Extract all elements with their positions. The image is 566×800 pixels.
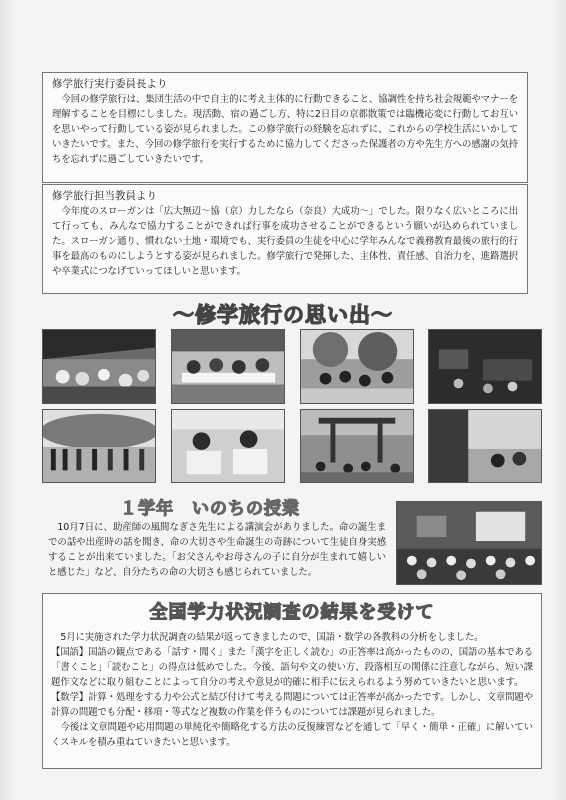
photo-train-interior — [42, 329, 156, 404]
survey-box — [42, 593, 542, 769]
photo-dark-hall — [428, 329, 542, 404]
survey-future: 今後は文章問題や応用問題の単純化や簡略化する方法の反復練習などを通して「早く・簡単・正確」に解いていくスキルを積み重ねていきたいと思います。 — [51, 722, 533, 748]
teacher-message-box — [42, 184, 528, 294]
survey-math: 【数学】計算・処理をする力や公式と結び付けて考える問題については正答率が高かったです。しかし、文章問題や計算の問題でも分配・移項・等式など複数の作業を伴うものについては課題が見られました。 — [51, 692, 533, 718]
photo-lecture-hall — [396, 501, 542, 585]
photo-temple-group — [300, 329, 414, 404]
survey-intro: 5月に実施された学力状況調査の結果が返ってきましたので、国語・数学の各教科の分析をしました。 — [60, 632, 484, 643]
photo-dining-hall — [171, 329, 285, 404]
survey-japanese: 【国語】国語の観点である「話す・聞く」また「漢字を正しく読む」の正答率は高かったものの、国語の基本である「書くこと」「読むこと」の得点は低めでした。今後、語句や文の使い方、段落相互の関係に注意しながら、短い課題作文などに取り組むことによって自分の考えや意見が的確に相手に伝えられるよう努めていきたいと思います。 — [51, 647, 533, 688]
memories-title: ～修学旅行の思い出～ — [173, 303, 393, 327]
committee-body: 今回の修学旅行は、集団生活の中で自主的に考え主体的に行動できること、協調性を持ち社会規範やマナーを理解することを目標にしました。現活動、宿の過ごし方、特に2日目の京都散策では臨機応変に行動してお互いを思いやって行動している姿が見られました。この修学旅行の経験を忘れずに、これからの学校生活にいかしていきたいです。また、今回の修学旅行を実行するために協力してくださった保護者の方や先生方への感謝の気持ちを忘れずに過ごしていきたいです。 — [52, 94, 518, 165]
photo-restaurant — [171, 409, 285, 483]
lesson-title: １学年 いのちの授業 — [120, 499, 300, 519]
photo-outdoor-group — [42, 409, 156, 483]
teacher-body: 今年度のスローガンは「広大無辺～協（京）力したなら（奈良）大成功～」でした。限りなく広いところに出て行っても、みんなで協力することができれば行事を成功させることができるという願いが込められていました。スローガン通り、慣れない土地・環境でも、実行委員の生徒を中心に学年みんなで義務教育最後の旅行的行事を最高のものにしようとする姿が見られました。修学旅行で発揮した、主体性、責任感、自治力を、進路選択や卒業式につなげていってほしいと思います。 — [52, 206, 518, 277]
committee-message-box — [42, 72, 528, 183]
photo-veranda — [428, 409, 542, 483]
survey-title: 全国学力状況調査の結果を受けて — [149, 602, 435, 623]
committee-heading: 修学旅行実行委員長より — [52, 78, 168, 90]
photo-torii-gate — [300, 409, 414, 483]
teacher-heading: 修学旅行担当教員より — [52, 190, 157, 202]
lesson-body: 10月7日に、助産師の風間なぎさ先生による講演会がありました。命の誕生までの話や出産時の話を聞き、命の大切さや生命誕生の奇跡について生徒自身実感することが出来ていました。「お父さんやお母さんの子に自分が生まれて嬉しいと感じた」など、自分たちの命の大切さも感じられていました。 — [48, 522, 386, 578]
